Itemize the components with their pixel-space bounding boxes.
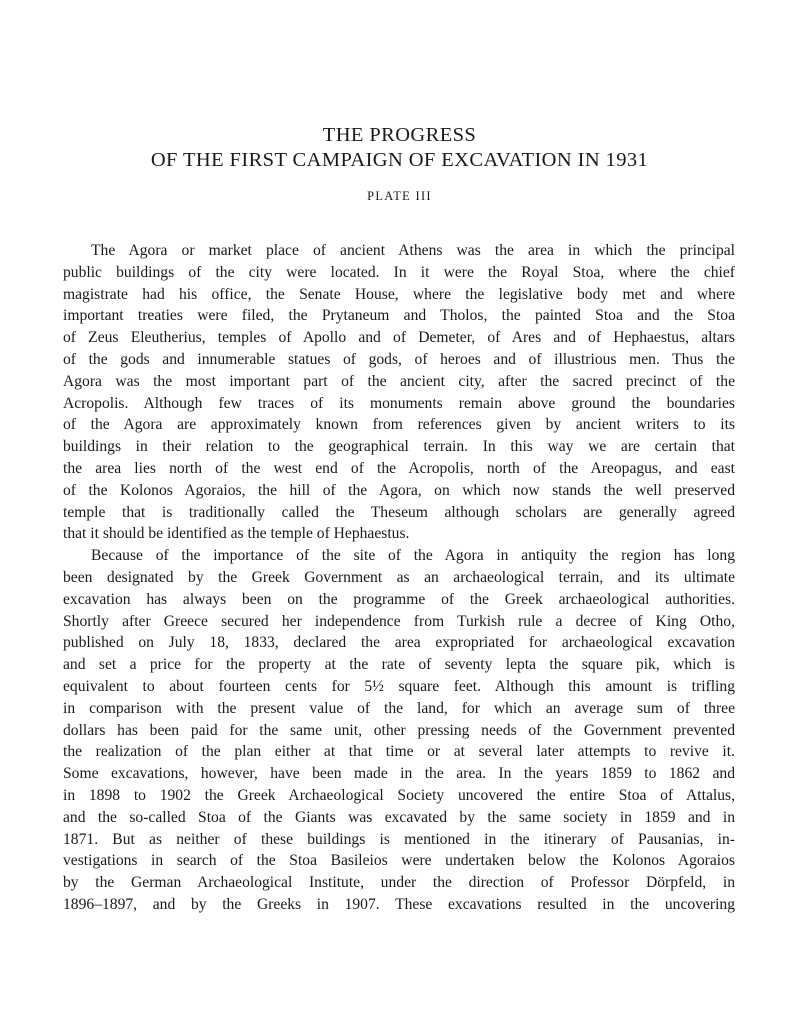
text-line: excavation has always been on the programme of the Greek archaeological authorities. — [63, 590, 735, 608]
text-line: 1896–1897, and by the Greeks in 1907. These excavations resulted in the uncovering — [63, 895, 735, 913]
paragraph — [63, 545, 735, 916]
text-line: equivalent to about fourteen cents for 5½ square feet. Although this amount is trifling — [63, 677, 735, 695]
paragraph — [63, 240, 735, 545]
text-line: the realization of the plan either at that time or at several later attempts to revive it. — [63, 743, 735, 761]
text-line: published on July 18, 1833, declared the area expropriated for archaeological excavation — [63, 634, 735, 652]
text-line: of Zeus Eleutherius, temples of Apollo and of Demeter, of Ares and of Hephaestus, altars — [63, 329, 735, 347]
text-line: been designated by the Greek Government as an archaeological terrain, and its ultimate — [63, 568, 735, 586]
text-line: Some excavations, however, have been made in the area. In the years 1859 to 1862 and — [63, 765, 735, 783]
page-title-line-1: THE PROGRESS — [322, 124, 477, 146]
text-line: of the gods and innumerable statues of gods, of heroes and of illustrious men. Thus the — [63, 350, 735, 368]
text-line: of the Agora are approximately known from references given by ancient writers to its — [63, 416, 735, 434]
text-line: that it should be identified as the temple of Hephaestus. — [63, 525, 410, 543]
text-line: Agora was the most important part of the ancient city, after the sacred precinct of the — [63, 372, 735, 390]
text-line: The Agora or market place of ancient Athens was the area in which the principal — [91, 242, 735, 259]
text-line: vestigations in search of the Stoa Basileios were undertaken below the Kolonos Agoraios — [63, 852, 735, 870]
text-line: Shortly after Greece secured her independence from Turkish rule a decree of King Otho, — [63, 612, 735, 630]
text-line: 1871. But as neither of these buildings is mentioned in the itinerary of Pausanias, in- — [63, 830, 735, 848]
text-line: the area lies north of the west end of the Acropolis, north of the Areopagus, and east — [63, 459, 735, 477]
text-line: in comparison with the present value of the land, for which an average sum of three — [63, 699, 735, 717]
text-line: and set a price for the property at the rate of seventy lepta the square pik, which is — [63, 656, 735, 674]
plate-label: PLATE III — [367, 189, 432, 203]
text-line: Acropolis. Although few traces of its monuments remain above ground the boundaries — [63, 394, 735, 412]
text-line: important treaties were filed, the Prytaneum and Tholos, the painted Stoa and the Stoa — [63, 307, 735, 325]
text-line: buildings in their relation to the geographical terrain. In this way we are certain that — [63, 438, 735, 456]
text-line: public buildings of the city were located. In it were the Royal Stoa, where the chief — [63, 263, 735, 281]
text-line: in 1898 to 1902 the Greek Archaeological Society uncovered the entire Stoa of Attalus, — [63, 786, 735, 804]
text-line: magistrate had his office, the Senate House, where the legislative body met and where — [63, 285, 735, 303]
body-text — [63, 240, 735, 916]
text-line: dollars has been paid for the same unit, other pressing needs of the Government prevented — [63, 721, 735, 739]
text-line: Because of the importance of the site of the Agora in antiquity the region has long — [91, 547, 735, 565]
text-line: by the German Archaeological Institute, under the direction of Professor Dörpfeld, in — [63, 874, 735, 892]
text-line: and the so-called Stoa of the Giants was excavated by the same society in 1859 and in — [63, 808, 735, 826]
page-title-line-2: OF THE FIRST CAMPAIGN OF EXCAVATION IN 1931 — [150, 149, 649, 171]
text-line: temple that is traditionally called the Theseum although scholars are generally agreed — [63, 503, 735, 521]
text-line: of the Kolonos Agoraios, the hill of the Agora, on which now stands the well preserved — [63, 481, 735, 499]
